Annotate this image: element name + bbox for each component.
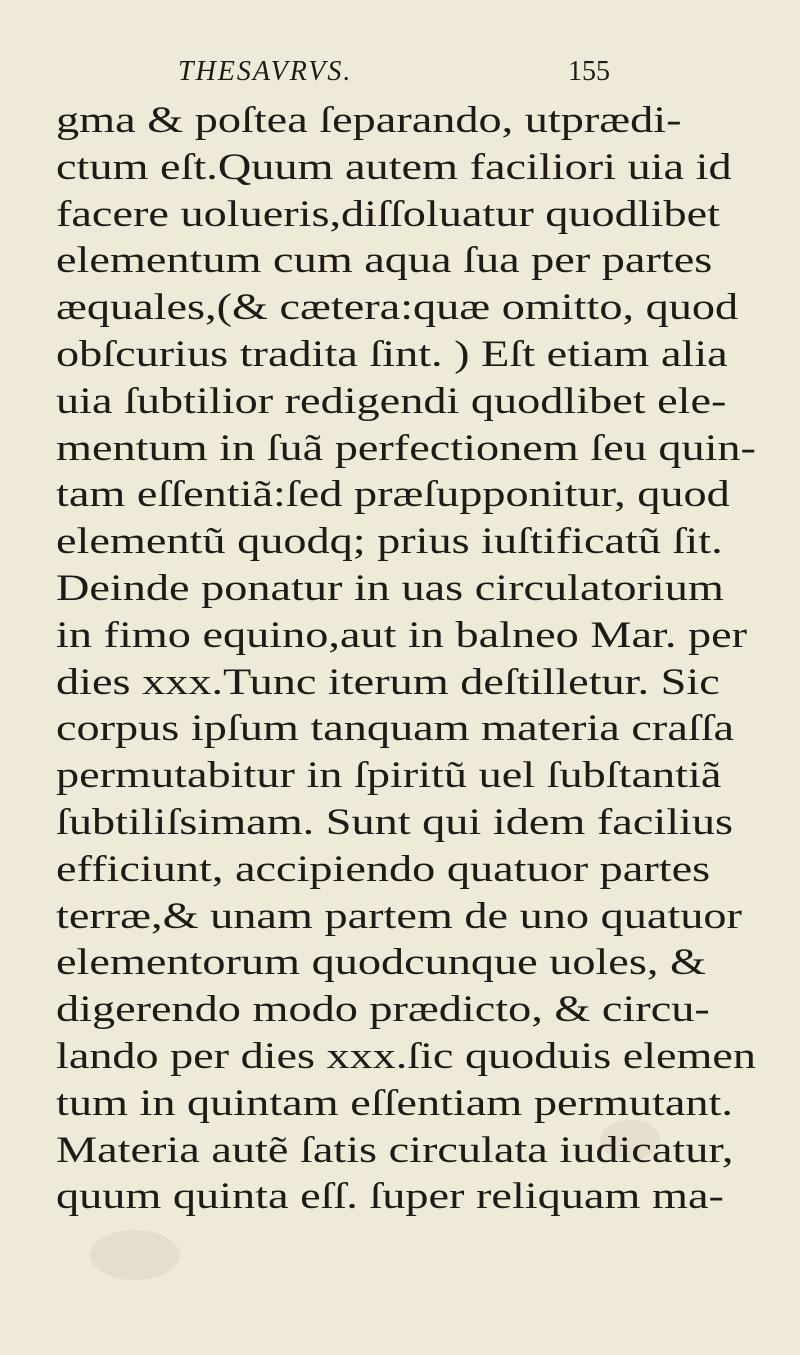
paper-stain: [90, 1230, 180, 1280]
text-line: quum quinta eſſ. ſuper reliquam ma-: [56, 1176, 724, 1218]
page-header: [0, 52, 800, 96]
page-number: 155: [568, 56, 610, 87]
text-line: corpus ipſum tanquam materia craſſa: [56, 708, 735, 750]
text-line: dies xxx.Tunc iterum deſtilletur. Sic: [56, 661, 720, 703]
text-line: Materia autẽ ſatis circulata iudicatur,: [56, 1129, 734, 1171]
text-line: ctum eſt.Quum autem faciliori uia id: [56, 146, 732, 188]
text-line: obſcurius tradita ſint. ) Eſt etiam alia: [56, 333, 728, 375]
running-head: THESAVRVS.: [178, 56, 353, 87]
text-line: facere uolueris,diſſoluatur quodlibet: [56, 193, 721, 235]
text-line: uia ſubtilior redigendi quodlibet ele-: [56, 380, 727, 422]
text-line: elementorum quodcunque uoles, &: [56, 942, 706, 984]
text-line: permutabitur in ſpiritũ uel ſubſtantiã: [56, 755, 722, 797]
text-line: Deinde ponatur in uas circulatorium: [56, 567, 724, 609]
text-line: lando per dies xxx.ſic quoduis elemen: [56, 1035, 756, 1077]
text-line: terræ,& unam partem de uno quatuor: [56, 895, 742, 937]
text-line: efficiunt, accipiendo quatuor partes: [56, 848, 711, 890]
body-text: [56, 98, 756, 1221]
text-line: ſubtiliſsimam. Sunt qui idem facilius: [56, 801, 734, 843]
text-line: gma & poſtea ſeparando, utprædi-: [56, 100, 682, 141]
text-line: æquales,(& cætera:quæ omitto, quod: [56, 287, 739, 329]
text-line: tum in quintam eſſentiam permutant.: [56, 1082, 733, 1124]
text-line: elementum cum aqua ſua per partes: [56, 240, 713, 282]
text-line: in fimo equino,aut in balneo Mar. per: [56, 614, 748, 656]
text-line: elementũ quodq; prius iuſtificatũ ſit.: [56, 521, 723, 563]
text-line: digerendo modo prædicto, & circu-: [56, 989, 710, 1031]
text-line: tam eſſentiã:ſed præſupponitur, quod: [56, 474, 730, 516]
text-line: mentum in ſuã perfectionem ſeu quin-: [56, 427, 756, 469]
